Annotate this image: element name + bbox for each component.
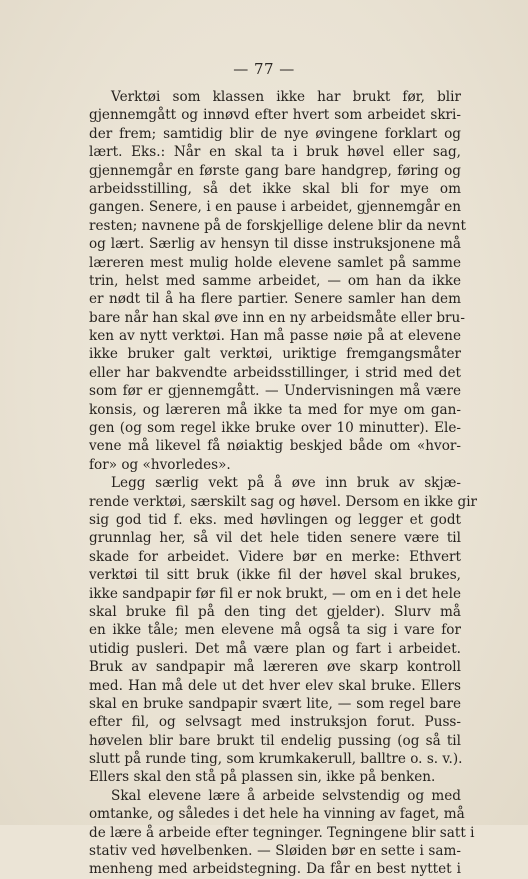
text-line: omtanke, og således i det hele ha vinning av faget, må [89,806,465,823]
text-line: gjennemgått og innøvd efter hvert som arbeidet skri- [89,107,461,124]
text-line: høvelen blir bare brukt til endelig pussing (og så til [89,732,461,749]
text-line: efter fil, og selvsagt med instruksjon forut. Puss- [89,714,461,731]
text-line: læreren mest mulig holde elevene samlet på samme [89,254,461,271]
body-text [89,88,478,879]
text-line: skal bruke fil på den ting det gjelder). Slurv må [89,603,461,620]
text-line: de lære å arbeide efter tegninger. Tegningene blir satt i [89,824,475,841]
text-line: gjennemgår en første gang bare handgrep, føring og [89,162,461,179]
text-line: Legg særlig vekt på å øve inn bruk av skjæ- [111,475,461,492]
text-line: Bruk av sandpapir må læreren øve skarp kontroll [89,659,461,676]
text-line: konsis, og læreren må ikke ta med for mye om gan- [89,401,461,418]
text-line: stativ ved høvelbenken. — Sløiden bør en sette i sam- [89,843,461,860]
text-line: for» og «hvorledes». [89,456,231,473]
text-line: ken av nytt verktøi. Han må passe nøie på at elevene [89,328,461,345]
text-line: eller har bakvendte arbeidsstillinger, i strid med det [89,364,461,381]
text-line: gen (og som regel ikke bruke over 10 minutter). Ele- [89,420,461,437]
text-line: sig god tid f. eks. med høvlingen og legger et godt [89,511,461,528]
text-line: ikke sandpapir før fil er nok brukt, — om en i det hele [89,585,461,602]
text-line: slutt på runde ting, som krumkakerull, balltre o. s. v.). [89,751,463,768]
page-number: — 77 — [233,60,295,78]
text-line: Verktøi som klassen ikke har brukt før, blir [111,89,461,105]
text-line: ikke bruker galt verktøi, uriktige fremgangsmåter [89,346,461,363]
text-line: menheng med arbeidstegning. Da får en best nyttet i [89,861,461,878]
text-line: der frem; samtidig blir de nye øvingene forklart og [89,125,461,142]
text-line: bare når han skal øve inn en ny arbeidsmåte eller bru- [89,309,465,326]
text-line: Ellers skal den stå på plassen sin, ikke på benken. [89,769,436,786]
text-line: med. Han må dele ut det hver elev skal bruke. Ellers [89,677,461,694]
text-line: rende verktøi, særskilt sag og høvel. Dersom en ikke gir [89,493,478,510]
text-line: lært. Eks.: Når en skal ta i bruk høvel eller sag, [89,144,461,161]
text-line: skade for arbeidet. Videre bør en merke: Ethvert [89,548,461,565]
text-line: vene må likevel få nøiaktig beskjed både om «hvor- [89,438,461,455]
text-line: som før er gjennemgått. — Undervisningen må være [89,383,461,400]
text-line: en ikke tåle; men elevene må også ta sig i vare for [89,622,461,639]
text-line: er nødt til å ha flere partier. Senere samler han dem [89,291,461,308]
text-line: grunnlag her, så vil det hele tiden senere være til [89,530,461,547]
text-line: trin, helst med samme arbeidet, — om han da ikke [89,272,461,289]
text-line: skal en bruke sandpapir svært lite, — som regel bare [89,695,461,712]
text-line: arbeidsstilling, så det ikke skal bli for mye om [89,180,461,197]
text-line: og lært. Særlig av hensyn til disse instruksjonene må [89,236,461,253]
text-line: utidig pusleri. Det må være plan og fart i arbeidet. [89,640,461,657]
text-line: verktøi til sitt bruk (ikke fil der høvel skal brukes, [89,567,461,584]
text-line: Skal elevene lære å arbeide selvstendig og med [111,787,461,804]
text-line: gangen. Senere, i en pause i arbeidet, gjennemgår en [89,199,461,216]
text-line: resten; navnene på de forskjellige delene blir da nevnt [89,217,466,234]
